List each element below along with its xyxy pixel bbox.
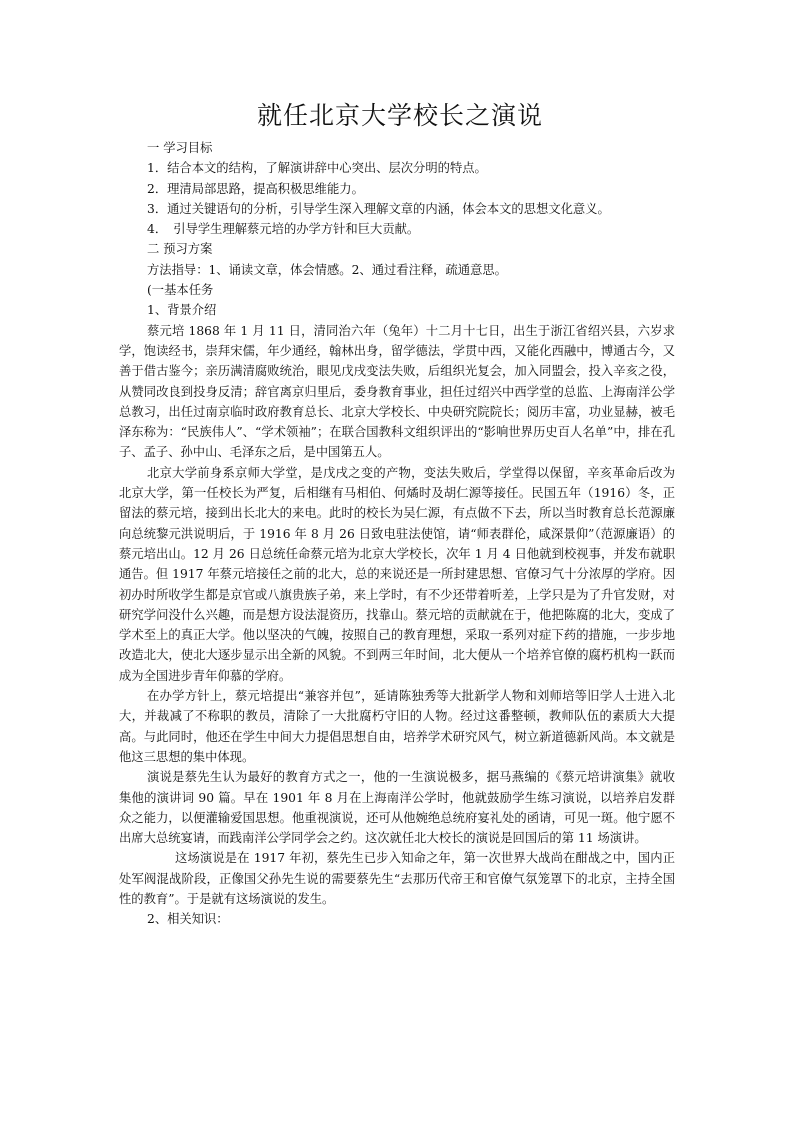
objective-item: 2．理清局部思路，提高积极思维能力。: [147, 181, 364, 196]
paragraph-peking-university: 北京大学前身系京师大学堂，是戊戌之变的产物，变法失败后，学堂得以保留，辛亥革命后改为北京大学，第一任校长为严复，后相继有马相伯、何燏时及胡仁源等接任。民国五年（1916）冬，正留法的蔡元培，接到出长北大的来电。此时的校长为吴仁源，有点做不下去，所以当时教育总长范源廉向总统黎元洪说明后，于 1916 年 8 月 26 日致电驻法使馆，请“师表群伦，咸深景仰”（范源廉语）的蔡元培出山。12 月 26 日总统任命蔡元培为北京大学校长，次年 1 月 4 日他就到校视事，并发布就职通告。但 1917 年蔡元培接任之前的北大，总的来说还是一所封建思想、官僚习气十分浓厚的学府。因初办时所收学生都是京官或八旗贵族子弟，来上学时，有不少还带着听差，上学只是为了升官发财，对研究学问没什么兴趣，而是想方设法混资历，找靠山。蔡元培的贡献就在于，他把陈腐的北大，变成了学术至上的真正大学。他以坚决的气魄，按照自己的教育理想，采取一系列对症下药的措施，一步步地改造北大，使北大逐步显示出全新的风貌。不到两三年时间，北大便从一个培养官僚的腐朽机构一跃而成为全国进步青年仰慕的学府。: [119, 465, 675, 683]
section-heading-preview: 二 预习方案: [147, 242, 213, 257]
paragraph-biography: 蔡元培 1868 年 1 月 11 日，清同治六年（兔年）十二月十七日，出生于浙江省绍兴县，六岁求学，饱读经书，崇拜宋儒，年少通经，翰林出身，留学德法，学贯中西，又能化西融中，博通古今，又善于借古鉴今；亲历满清腐败统治，眼见戊戌变法失败，后组织光复会，加入同盟会，投入辛亥之役，从赞同改良到投身反清；辞官离京归里后，委身教育事业，担任过绍兴中西学堂的总监、上海南洋公学总教习，出任过南京临时政府教育总长、北京大学校长、中央研究院院长；阅历丰富，功业显赫，被毛泽东称为：“民族伟人”、“学术领袖”；在联合国教科文组织评出的“影响世界历史百人名单”中，排在孔子、孟子、孙中山、毛泽东之后，是中国第五人。: [119, 323, 675, 460]
paragraph-policy: 在办学方针上，蔡元培提出“兼容并包”，延请陈独秀等大批新学人物和刘师培等旧学人士进入北大，并裁减了不称职的教员，清除了一大批腐朽守旧的人物。经过这番整顿，教师队伍的素质大大提高。与此同时，他还在学生中间大力提倡思想自由，培养学术研究风气，树立新道德新风尚。本文就是他这三思想的集中体现。: [119, 689, 675, 764]
objective-item: 4． 引导学生理解蔡元培的办学方针和巨大贡献。: [147, 222, 420, 237]
method-guide: 方法指导：1、诵读文章，体会情感。2、通过看注释，疏通意思。: [147, 262, 507, 277]
page-title: 就任北京大学校长之演说: [256, 101, 543, 130]
basic-task-heading: (一基本任务: [147, 283, 214, 298]
section-heading-objectives: 一 学习目标: [147, 141, 213, 155]
related-knowledge-heading: 2、相关知识：: [147, 912, 229, 927]
document-body: [119, 138, 675, 930]
objective-item: 1．结合本文的结构，了解演讲辞中心突出、层次分明的特点。: [147, 161, 487, 176]
paragraph-occasion: 这场演说是在 1917 年初，蔡先生已步入知命之年，第一次世界大战尚在酣战之中，国内正处军阀混战阶段，正像国父孙先生说的需要蔡先生“去那历代帝王和官僚气氛笼罩下的北京，主持全国性的教育”。于是就有这场演说的发生。: [119, 851, 675, 906]
objective-item: 3．通过关键语句的分析，引导学生深入理解文章的内涵，体会本文的思想文化意义。: [147, 201, 610, 216]
paragraph-speech: 演说是蔡先生认为最好的教育方式之一，他的一生演说极多，据马燕编的《蔡元培讲演集》就收集他的演讲词 90 篇。早在 1901 年 8 月在上海南洋公学时，他就鼓励学生练习演说，以培养启发群众之能力，以便灌输爱国思想。他重视演说，还可从他婉绝总统府宴礼处的函请，可见一斑。他宁愿不出席大总统宴请，而践南洋公学同学会之约。这次就任北大校长的演说是回国后的第 11 场演讲。: [119, 770, 675, 846]
background-heading: 1、背景介绍: [147, 303, 217, 318]
